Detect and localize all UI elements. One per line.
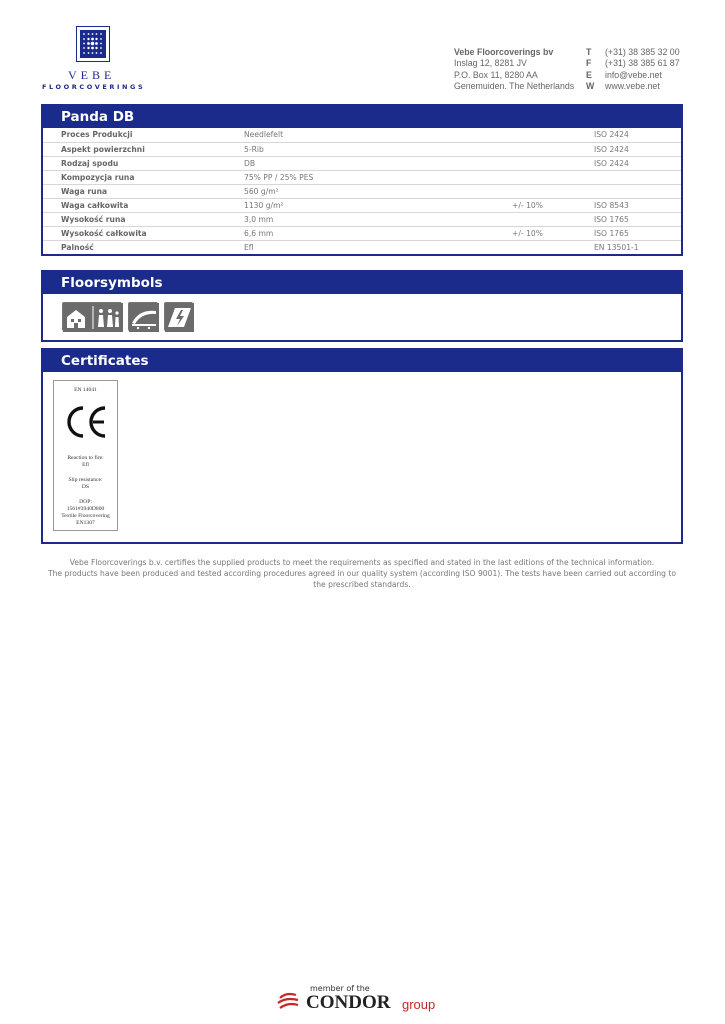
certificates-section xyxy=(41,348,683,544)
spec-value: Efl xyxy=(244,242,254,252)
member-of-label: member of the xyxy=(310,984,370,993)
contact-phone xyxy=(586,47,680,58)
spec-label: Proces Produkcji xyxy=(43,128,226,142)
cert-standard: EN 14041 xyxy=(74,387,97,393)
spec-norm: ISO 2424 xyxy=(576,128,681,142)
spec-row xyxy=(43,142,681,156)
chair-castor-icon xyxy=(128,302,158,331)
spec-norm: ISO 1765 xyxy=(576,226,681,240)
certification-statement xyxy=(41,557,683,590)
spec-tolerance xyxy=(494,142,576,156)
spec-value: Needlefelt xyxy=(226,128,494,142)
spec-row xyxy=(43,170,681,184)
company-address xyxy=(454,47,574,92)
floorsymbols-title: Floorsymbols xyxy=(43,272,681,294)
spec-label: Waga runa xyxy=(43,184,226,198)
spec-row xyxy=(43,128,681,142)
spec-norm: ISO 2424 xyxy=(576,156,681,170)
spec-label: Wysokość całkowita xyxy=(43,226,226,240)
contact-key: W xyxy=(586,80,595,91)
cert-reaction-value: Efl xyxy=(82,462,89,468)
spec-value: 6,6 mm xyxy=(226,226,494,240)
statement-line: Vebe Floorcoverings b.v. certifies the supplied products to meet the requirements as specified and stated in the last editions of the technical information. xyxy=(69,558,655,567)
spec-row xyxy=(43,212,681,226)
contact-value: (+31) 38 385 32 00 xyxy=(605,47,680,57)
contact-web xyxy=(586,81,680,92)
spec-tolerance xyxy=(494,240,576,254)
spec-value: 5-Rib xyxy=(226,142,494,156)
contact-value[interactable]: www.vebe.net xyxy=(605,80,660,91)
address-line: P.O. Box 11, 8280 AA xyxy=(454,69,538,80)
product-title: Panda DB xyxy=(43,106,681,128)
spec-row xyxy=(43,198,681,212)
contact-email xyxy=(586,70,680,81)
statement-line: The products have been produced and tested according procedures agreed in our quality system (according ISO 9001). The tests have been carried out according to the prescribed standards. xyxy=(47,569,677,589)
spec-label: Waga całkowita xyxy=(43,198,226,212)
address-line: Genemuiden. The Netherlands xyxy=(454,80,575,91)
spec-value: 560 g/m² xyxy=(226,184,494,198)
spec-label: Palność xyxy=(61,242,94,252)
spec-norm xyxy=(576,170,681,184)
spec-tolerance xyxy=(494,156,576,170)
domestic-use-icon xyxy=(62,302,122,331)
spec-row xyxy=(43,240,681,254)
spec-value: 1130 g/m² xyxy=(226,198,494,212)
spec-norm: ISO 2424 xyxy=(576,142,681,156)
spec-norm: ISO 1765 xyxy=(576,212,681,226)
condor-group-logo xyxy=(276,984,446,1014)
spec-row xyxy=(43,156,681,170)
logo-subtitle: FLOORCOVERINGS xyxy=(42,83,146,91)
spec-label: Aspekt powierzchni xyxy=(43,142,226,156)
spec-label: Kompozycja runa xyxy=(43,170,226,184)
cert-dop-value: 1561#3940D800 xyxy=(66,506,105,512)
spec-tolerance: +/- 10% xyxy=(494,226,576,240)
contact-key: E xyxy=(586,69,592,80)
spec-tolerance: +/- 10% xyxy=(494,198,576,212)
cert-product-type: Textile Floorcovering xyxy=(61,513,110,519)
vebe-logo-mark-icon xyxy=(76,26,110,62)
spec-row xyxy=(43,184,681,198)
floorsymbols-section xyxy=(41,270,683,342)
company-name: Vebe Floorcoverings bv xyxy=(454,47,554,57)
cert-reaction-label: Reaction to fire: xyxy=(67,455,104,461)
address-line: Inslag 12, 8281 JV xyxy=(454,58,527,69)
contact-value: (+31) 38 385 61 87 xyxy=(605,58,680,69)
contact-fax xyxy=(586,58,680,69)
contact-key: F xyxy=(586,58,592,69)
ce-certificate-card xyxy=(53,380,118,531)
spec-value: 3,0 mm xyxy=(226,212,494,226)
spec-norm: EN 13501-1 xyxy=(594,242,639,252)
condor-swirl-icon xyxy=(276,990,302,1012)
logo-wordmark: VEBE xyxy=(68,68,116,82)
cert-dop-label: DOP: xyxy=(79,499,92,505)
spec-value: 75% PP / 25% PES xyxy=(226,170,494,184)
cert-slip-label: Slip resistance: xyxy=(68,477,103,483)
spec-row xyxy=(43,226,681,240)
ce-mark-icon xyxy=(63,405,109,439)
spec-norm: ISO 8543 xyxy=(576,198,681,212)
condor-group-suffix: group xyxy=(402,997,436,1012)
floorsymbols-row xyxy=(43,294,681,340)
certificates-body xyxy=(43,372,681,542)
spec-label: Wysokość runa xyxy=(43,212,226,226)
product-spec-section xyxy=(41,104,683,256)
spec-tolerance xyxy=(494,128,576,142)
spec-tolerance xyxy=(494,212,576,226)
antistatic-icon xyxy=(164,302,193,331)
spec-tolerance xyxy=(494,170,576,184)
spec-norm xyxy=(576,184,681,198)
certificates-title: Certificates xyxy=(43,350,681,372)
spec-value: DB xyxy=(226,156,494,170)
contact-value[interactable]: info@vebe.net xyxy=(605,69,662,80)
cert-product-norm: EN1307 xyxy=(76,520,95,526)
spec-table xyxy=(43,128,681,254)
spec-tolerance xyxy=(494,184,576,198)
cert-slip-value: DS xyxy=(81,484,90,490)
spec-label: Rodzaj spodu xyxy=(43,156,226,170)
condor-brand: CONDOR xyxy=(306,992,391,1013)
company-contacts xyxy=(586,47,680,92)
contact-key: T xyxy=(586,47,592,57)
